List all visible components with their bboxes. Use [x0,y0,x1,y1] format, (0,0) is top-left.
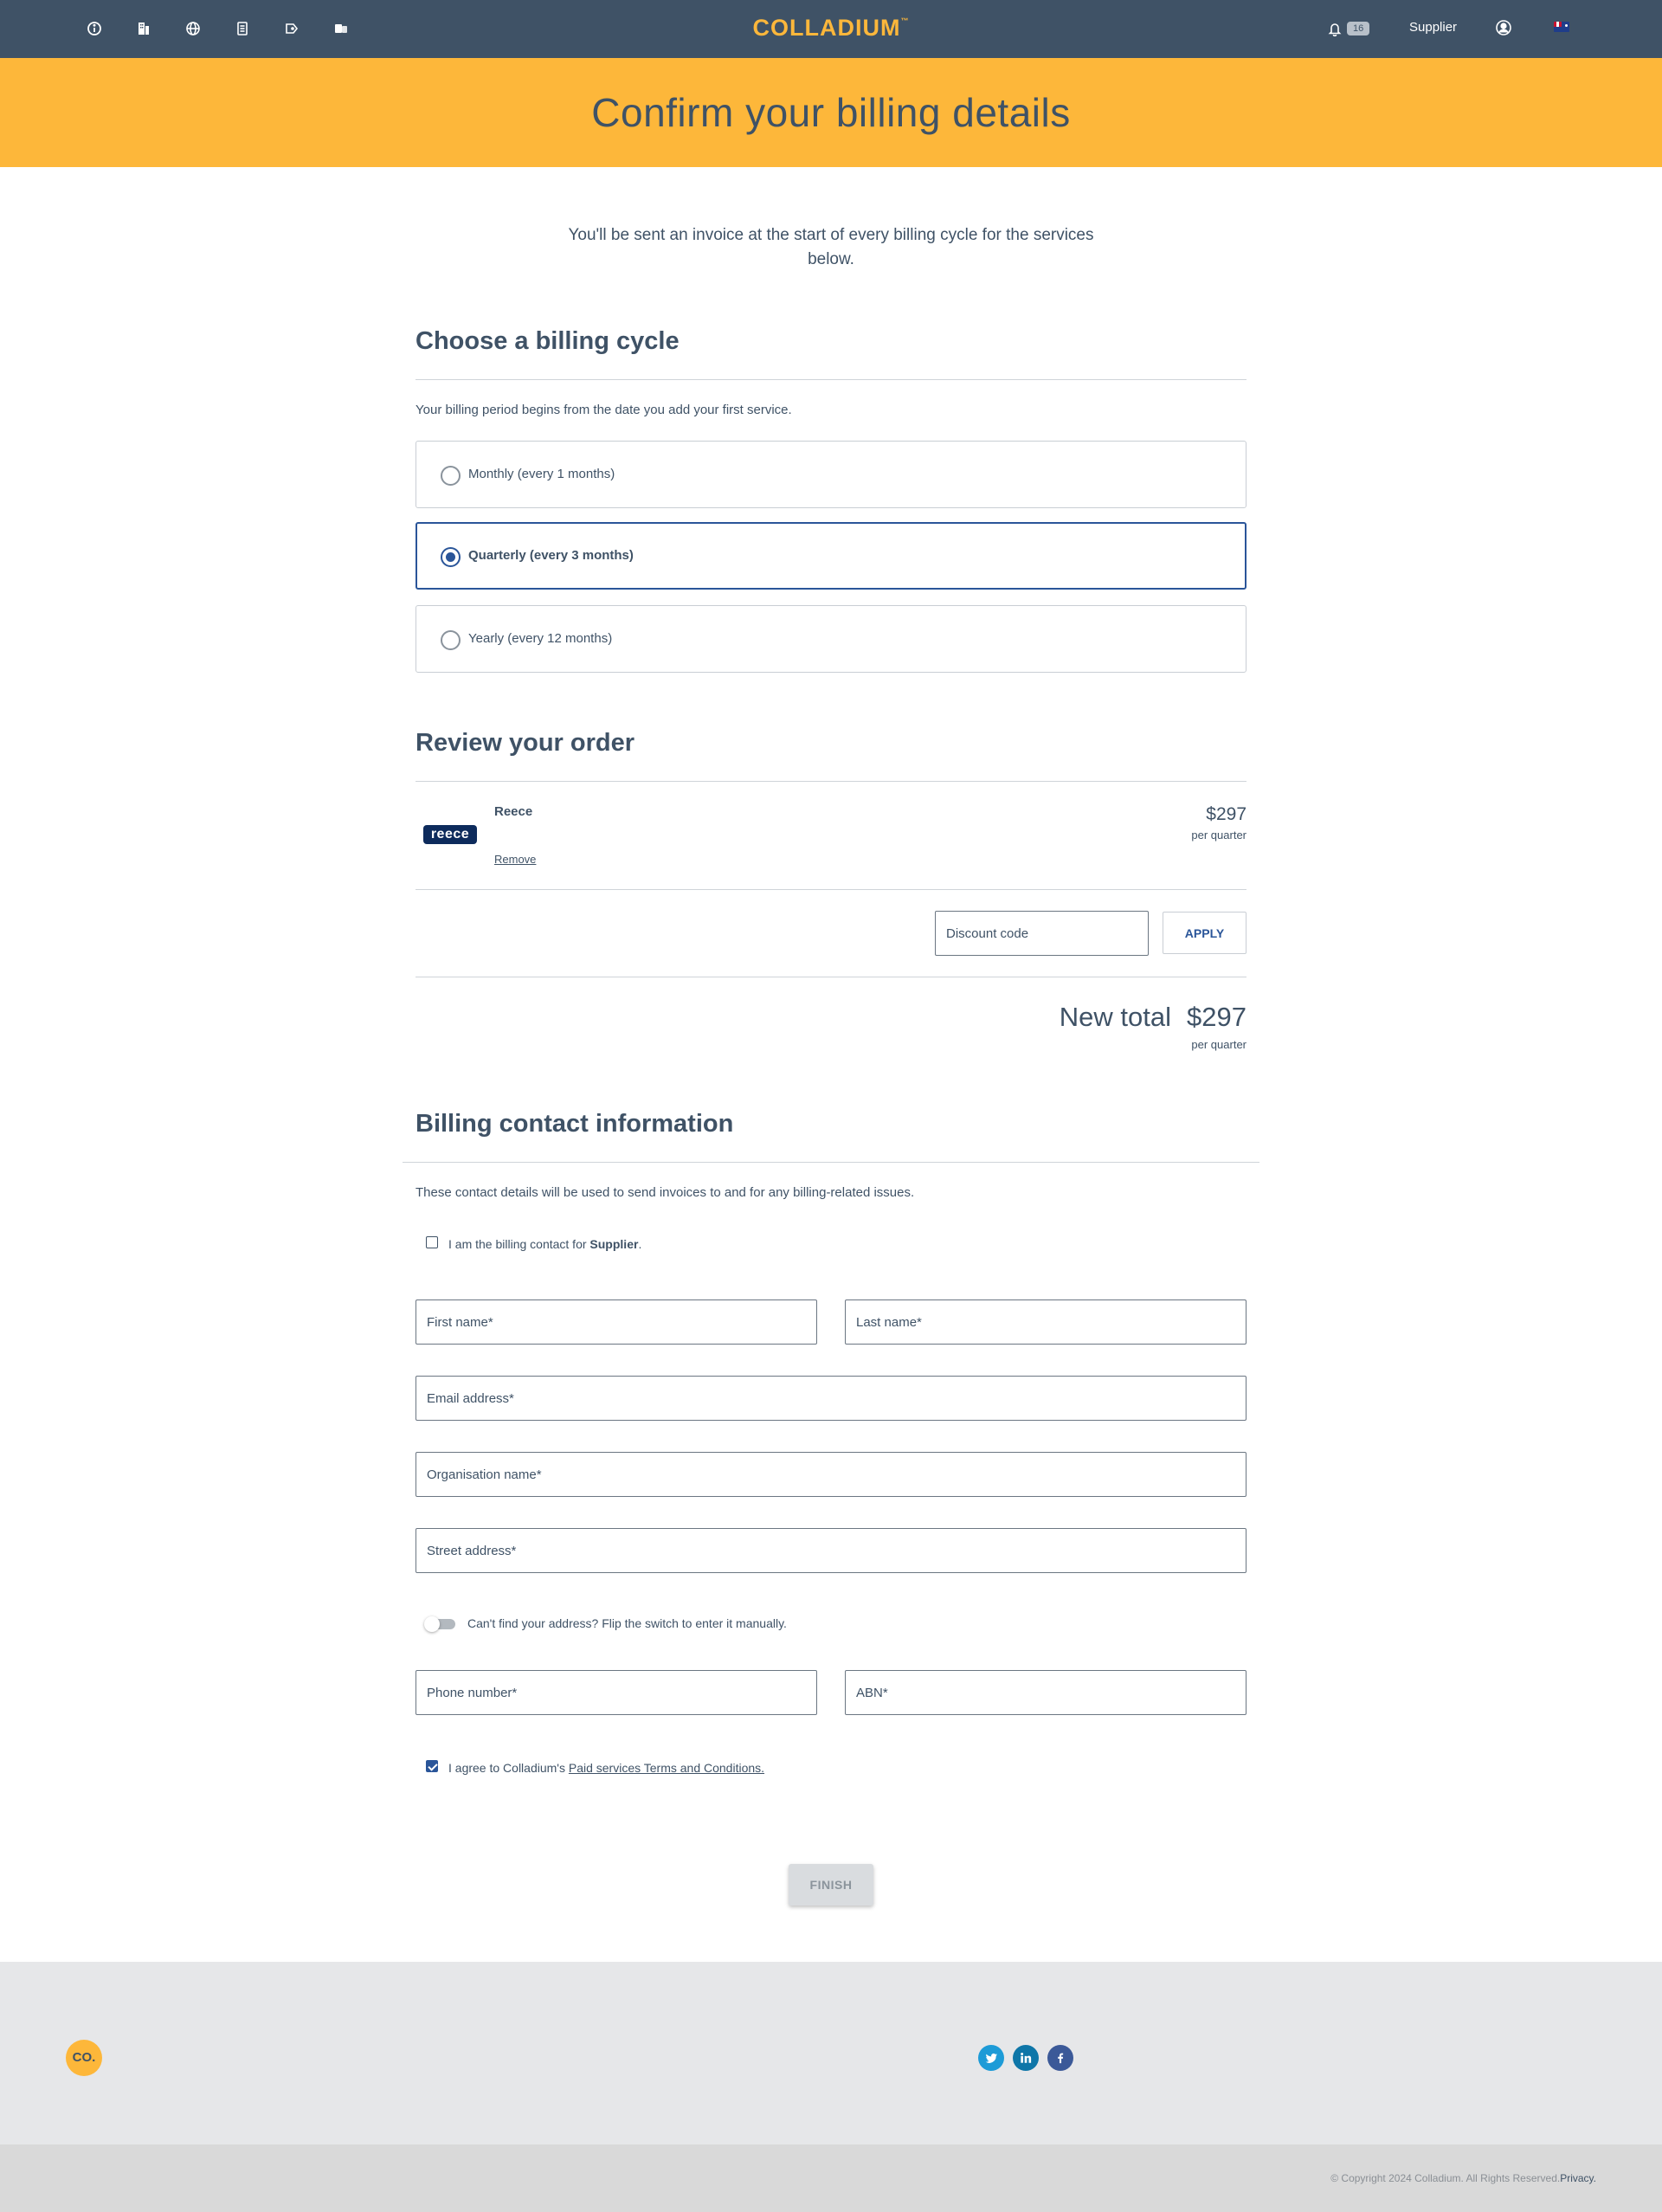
hero-banner [0,58,1662,167]
manual-address-toggle[interactable] [424,1616,457,1630]
organisation-name-field[interactable] [416,1452,1246,1497]
document-icon[interactable] [233,19,252,38]
billing-contact-checkbox-label: I am the billing contact for Supplier. [448,1237,642,1251]
billing-contact-checkbox[interactable] [426,1236,438,1248]
divider [416,781,1246,782]
info-icon[interactable] [85,19,104,38]
remove-item-link[interactable]: Remove [494,853,537,866]
australia-flag-icon[interactable] [1554,22,1569,32]
top-navigation-bar [0,0,1662,58]
tag-icon[interactable] [282,19,301,38]
radio-button[interactable] [441,630,461,650]
notifications-button[interactable] [1328,19,1371,38]
facebook-icon[interactable] [1047,2045,1073,2071]
radio-button-selected[interactable] [441,547,461,567]
twitter-icon[interactable] [978,2045,1004,2071]
privacy-link[interactable]: Privacy. [1560,2172,1596,2184]
billing-option-label: Quarterly (every 3 months) [468,548,634,563]
manual-address-toggle-label: Can't find your address? Flip the switch to enter it manually. [467,1616,787,1630]
first-name-field[interactable] [416,1299,817,1345]
terms-checkbox-label: I agree to Colladium's Paid services Terms and Conditions. [448,1761,765,1775]
billing-contact-description: These contact details will be used to send invoices to and for any billing-related issues. [416,1185,915,1200]
new-total-value: $297 [1187,1002,1246,1032]
billing-option-monthly[interactable] [416,441,1246,508]
globe-icon[interactable] [184,19,203,38]
divider [416,379,1246,380]
user-profile-icon[interactable] [1495,19,1512,36]
billing-cycle-description: Your billing period begins from the date you add your first service. [416,403,792,417]
order-item-price: $297 [1206,804,1246,824]
discount-code-input[interactable] [935,911,1149,956]
account-menu-link[interactable]: Supplier [1409,20,1458,35]
billing-contact-heading: Billing contact information [416,1110,734,1138]
new-total-label: New total [1059,1002,1171,1032]
footer-logo: CO. [66,2040,102,2076]
footer [0,1962,1662,2144]
terms-checkbox[interactable] [426,1760,438,1772]
review-order-heading: Review your order [416,729,635,757]
billing-cycle-heading: Choose a billing cycle [416,327,680,355]
linkedin-icon[interactable] [1013,2045,1039,2071]
phone-number-field[interactable] [416,1670,817,1715]
finish-button[interactable]: FINISH [789,1864,873,1906]
abn-field[interactable] [845,1670,1246,1715]
new-total-period: per quarter [1191,1038,1246,1051]
bell-icon [1328,22,1342,36]
billing-option-yearly[interactable] [416,605,1246,673]
reece-logo: reece [423,825,477,844]
billing-option-label: Yearly (every 12 months) [468,631,613,646]
apply-discount-button[interactable]: APPLY [1163,912,1246,954]
brand-logo: COLLADIUM™ [752,15,910,41]
building-icon[interactable] [134,19,153,38]
cards-icon[interactable] [332,19,351,38]
last-name-field[interactable] [845,1299,1246,1345]
intro-text: You'll be sent an invoice at the start of every billing cycle for the services below. [568,226,1094,268]
email-field[interactable] [416,1376,1246,1421]
terms-link[interactable]: Paid services Terms and Conditions. [568,1761,765,1775]
divider [403,1162,1259,1163]
billing-option-label: Monthly (every 1 months) [468,467,615,481]
billing-option-quarterly[interactable] [416,522,1246,590]
page-title: Confirm your billing details [591,90,1071,135]
divider [416,889,1246,890]
order-item-period: per quarter [1191,829,1246,842]
copyright-text: © Copyright 2024 Colladium. All Rights Reserved.Privacy. [1330,2172,1596,2184]
radio-button[interactable] [441,466,461,486]
notification-count-badge: 16 [1347,22,1369,35]
street-address-field[interactable] [416,1528,1246,1573]
order-item-name: Reece [494,804,533,819]
